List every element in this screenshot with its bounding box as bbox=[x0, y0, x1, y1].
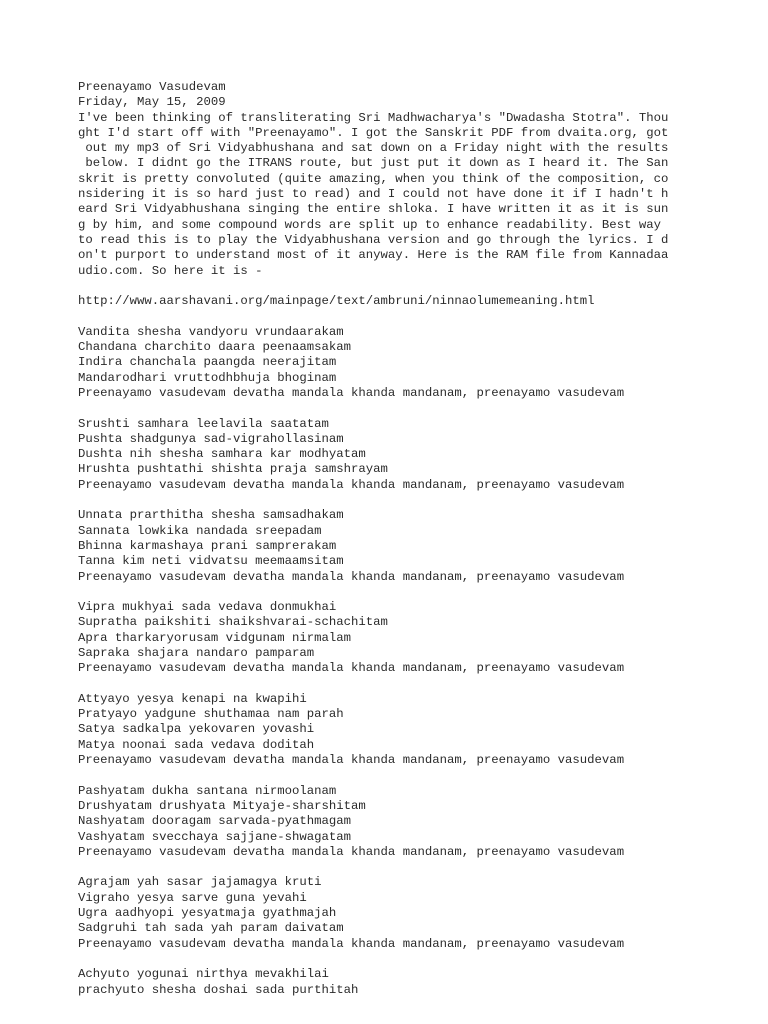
document-page bbox=[78, 80, 758, 998]
refrain-line: Preenayamo vasudevam devatha mandala khanda mandanam, preenayamo vasudevam bbox=[78, 385, 625, 400]
verse-line: Sadgruhi tah sada yah param daivatam bbox=[78, 921, 344, 936]
reference-link[interactable]: http://www.aarshavani.org/mainpage/text/ambruni/ninnaolumemeaning.html bbox=[78, 294, 595, 309]
intro-line: below. I didnt go the ITRANS route, but just put it down as I heard it. The San bbox=[78, 156, 669, 171]
verse-line: Pashyatam dukha santana nirmoolanam bbox=[78, 783, 337, 798]
verse-line: Attyayo yesya kenapi na kwapihi bbox=[78, 691, 307, 706]
spacer bbox=[78, 952, 758, 967]
spacer bbox=[78, 585, 758, 600]
spacer bbox=[78, 309, 758, 324]
verse-line: Agrajam yah sasar jajamagya kruti bbox=[78, 875, 322, 890]
intro-line: skrit is pretty convoluted (quite amazing, when you think of the composition, co bbox=[78, 171, 669, 186]
verse-line: Bhinna karmashaya prani samprerakam bbox=[78, 538, 337, 553]
spacer bbox=[78, 493, 758, 508]
stanza-5 bbox=[78, 692, 758, 768]
verse-line: Pratyayo yadgune shuthamaa nam parah bbox=[78, 707, 344, 722]
spacer bbox=[78, 401, 758, 416]
refrain-line: Preenayamo vasudevam devatha mandala khanda mandanam, preenayamo vasudevam bbox=[78, 844, 625, 859]
stanza-6 bbox=[78, 784, 758, 860]
intro-line: on't purport to understand most of it anyway. Here is the RAM file from Kannadaa bbox=[78, 248, 669, 263]
verse-line: Supratha paikshiti shaikshvarai-schachitam bbox=[78, 615, 388, 630]
verse-line: Tanna kim neti vidvatsu meemaamsitam bbox=[78, 554, 344, 569]
verse-line: Satya sadkalpa yekovaren yovashi bbox=[78, 722, 315, 737]
stanza-2 bbox=[78, 417, 758, 493]
spacer bbox=[78, 768, 758, 783]
verse-line: Vipra mukhyai sada vedava donmukhai bbox=[78, 600, 337, 615]
post-date: Friday, May 15, 2009 bbox=[78, 95, 226, 110]
stanza-8 bbox=[78, 967, 758, 998]
stanza-7 bbox=[78, 875, 758, 951]
refrain-line: Preenayamo vasudevam devatha mandala khanda mandanam, preenayamo vasudevam bbox=[78, 753, 625, 768]
verse-line: Matya noonai sada vedava doditah bbox=[78, 737, 315, 752]
verse-line: Ugra aadhyopi yesyatmaja gyathmajah bbox=[78, 906, 337, 921]
verse-line: Achyuto yogunai nirthya mevakhilai bbox=[78, 967, 329, 982]
verse-line: Drushyatam drushyata Mityaje-sharshitam bbox=[78, 798, 366, 813]
refrain-line: Preenayamo vasudevam devatha mandala khanda mandanam, preenayamo vasudevam bbox=[78, 477, 625, 492]
intro-line: to read this is to play the Vidyabhushana version and go through the lyrics. I d bbox=[78, 232, 669, 247]
intro-line: nsidering it is so hard just to read) and I could not have done it if I hadn't h bbox=[78, 187, 669, 202]
verse-line: Vandita shesha vandyoru vrundaarakam bbox=[78, 324, 344, 339]
intro-line: eard Sri Vidyabhushana singing the entire shloka. I have written it as it is sun bbox=[78, 202, 669, 217]
intro-paragraph bbox=[78, 111, 758, 279]
verse-line: Vashyatam svecchaya sajjane-shwagatam bbox=[78, 829, 352, 844]
verse-line: Apra tharkaryorusam vidgunam nirmalam bbox=[78, 630, 352, 645]
stanza-3 bbox=[78, 508, 758, 584]
verse-line: Pushta shadgunya sad-vigrahollasinam bbox=[78, 431, 344, 446]
intro-line: out my mp3 of Sri Vidyabhushana and sat down on a Friday night with the results bbox=[78, 141, 669, 156]
verse-line: Sannata lowkika nandada sreepadam bbox=[78, 523, 322, 538]
verse-line: Chandana charchito daara peenaamsakam bbox=[78, 340, 352, 355]
stanza-1 bbox=[78, 325, 758, 401]
verse-line: Srushti samhara leelavila saatatam bbox=[78, 416, 329, 431]
intro-line: udio.com. So here it is - bbox=[78, 263, 263, 278]
spacer bbox=[78, 860, 758, 875]
verse-line: Vigraho yesya sarve guna yevahi bbox=[78, 890, 307, 905]
verse-line: Indira chanchala paangda neerajitam bbox=[78, 355, 337, 370]
verse-line: prachyuto shesha doshai sada purthitah bbox=[78, 982, 359, 997]
intro-line: g by him, and some compound words are split up to enhance readability. Best way bbox=[78, 217, 661, 232]
verse-line: Hrushta pushtathi shishta praja samshrayam bbox=[78, 462, 388, 477]
verse-line: Dushta nih shesha samhara kar modhyatam bbox=[78, 447, 366, 462]
intro-line: I've been thinking of transliterating Sri Madhwacharya's "Dwadasha Stotra". Thou bbox=[78, 110, 669, 125]
spacer bbox=[78, 279, 758, 294]
refrain-line: Preenayamo vasudevam devatha mandala khanda mandanam, preenayamo vasudevam bbox=[78, 569, 625, 584]
stanza-4 bbox=[78, 600, 758, 676]
spacer bbox=[78, 677, 758, 692]
verse-line: Unnata prarthitha shesha samsadhakam bbox=[78, 508, 344, 523]
verse-line: Nashyatam dooragam sarvada-pyathmagam bbox=[78, 814, 352, 829]
document-title: Preenayamo Vasudevam bbox=[78, 80, 226, 94]
refrain-line: Preenayamo vasudevam devatha mandala khanda mandanam, preenayamo vasudevam bbox=[78, 936, 625, 951]
intro-line: ght I'd start off with "Preenayamo". I got the Sanskrit PDF from dvaita.org, got bbox=[78, 125, 669, 140]
refrain-line: Preenayamo vasudevam devatha mandala khanda mandanam, preenayamo vasudevam bbox=[78, 661, 625, 676]
verse-line: Mandarodhari vruttodhbhuja bhoginam bbox=[78, 370, 337, 385]
verse-line: Sapraka shajara nandaro pamparam bbox=[78, 645, 315, 660]
